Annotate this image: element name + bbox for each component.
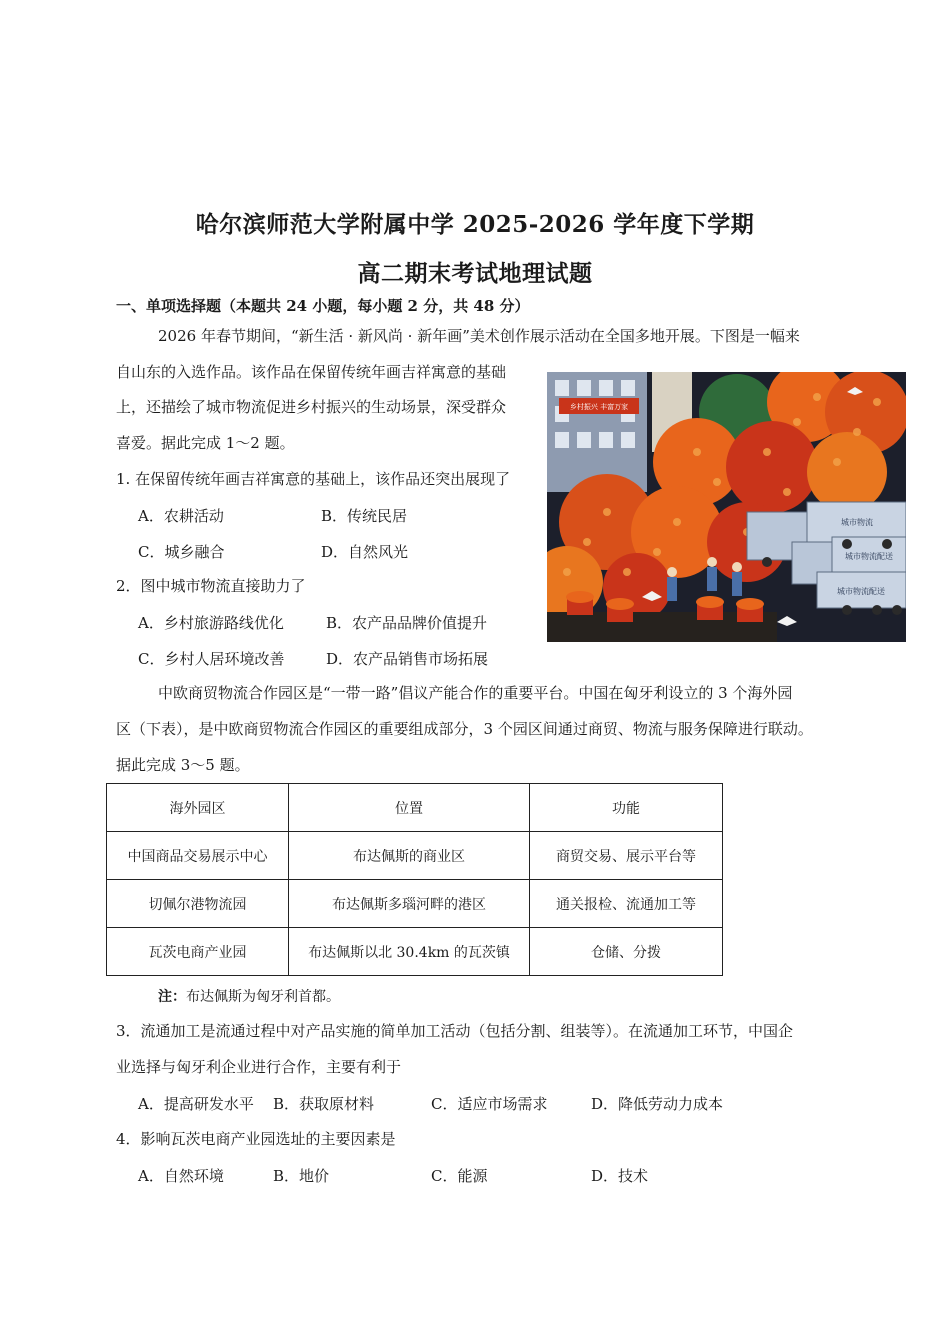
q4-option-b: B．地价 xyxy=(273,1167,330,1185)
table-header-cell: 功能 xyxy=(530,784,723,832)
q3-option-d: D．降低劳动力成本 xyxy=(591,1095,724,1113)
table-header-cell: 位置 xyxy=(289,784,530,832)
table-cell: 布达佩斯以北 30.4km 的瓦茨镇 xyxy=(289,928,530,976)
passage2-line3: 据此完成 3～5 题。 xyxy=(116,756,250,774)
table-cell: 布达佩斯的商业区 xyxy=(289,832,530,880)
q2-option-a: A．乡村旅游路线优化 xyxy=(138,614,284,632)
truck-label-1: 城市物流 xyxy=(841,518,873,527)
exam-title-line1: 哈尔滨师范大学附属中学 2025-2026 学年度下学期 xyxy=(195,211,755,238)
q1-option-a: A．农耕活动 xyxy=(138,507,224,525)
q2-option-d: D．农产品销售市场拓展 xyxy=(326,650,489,668)
q2-option-c: C．乡村人居环境改善 xyxy=(138,650,285,668)
table-cell: 仓储、分拨 xyxy=(530,928,723,976)
table-cell: 商贸交易、展示平台等 xyxy=(530,832,723,880)
q1-option-d: D．自然风光 xyxy=(321,543,409,561)
q4-option-c: C．能源 xyxy=(431,1167,488,1185)
q2-option-b: B．农产品品牌价值提升 xyxy=(326,614,488,632)
table-cell: 布达佩斯多瑙河畔的港区 xyxy=(289,880,530,928)
passage2-line1: 中欧商贸物流合作园区是“一带一路”倡议产能合作的重要平台。中国在匈牙利设立的 3 个海外园 xyxy=(158,684,793,702)
table-cell: 通关报检、流通加工等 xyxy=(530,880,723,928)
table-header-cell: 海外园区 xyxy=(107,784,289,832)
q2-stem: 2．图中城市物流直接助力了 xyxy=(116,577,306,595)
q4-stem: 4．影响瓦茨电商产业园选址的主要因素是 xyxy=(116,1130,396,1148)
q4-option-d: D．技术 xyxy=(591,1167,649,1185)
table-cell: 中国商品交易展示中心 xyxy=(107,832,289,880)
q3-option-a: A．提高研发水平 xyxy=(138,1095,254,1113)
table-row xyxy=(107,880,723,928)
truck-label-3: 城市物流配送 xyxy=(837,587,885,596)
truck-label-2: 城市物流配送 xyxy=(845,552,893,561)
passage1-line3: 上，还描绘了城市物流促进乡村振兴的生动场景，深受群众 xyxy=(116,398,507,416)
q1-stem: 1. 在保留传统年画吉祥寓意的基础上，该作品还突出展现了 xyxy=(116,470,511,488)
q3-stem-line2: 业选择与匈牙利企业进行合作，主要有利于 xyxy=(116,1058,402,1076)
table-note-label: 注： xyxy=(158,989,186,1005)
passage1-line4: 喜爱。据此完成 1～2 题。 xyxy=(116,434,295,452)
passage2-line2: 区（下表），是中欧商贸物流合作园区的重要组成部分，3 个园区间通过商贸、物流与服务保障进行联动。 xyxy=(116,720,813,738)
table-row xyxy=(107,928,723,976)
passage1-line2: 自山东的入选作品。该作品在保留传统年画吉祥寓意的基础 xyxy=(116,363,507,381)
table-note xyxy=(158,986,340,1006)
table-row xyxy=(107,832,723,880)
table-cell: 瓦茨电商产业园 xyxy=(107,928,289,976)
new-year-painting-image xyxy=(547,372,906,642)
q1-option-c: C．城乡融合 xyxy=(138,543,225,561)
table-note-text: 布达佩斯为匈牙利首都。 xyxy=(186,989,340,1005)
passage1-line1: 2026 年春节期间，“新生活 · 新风尚 · 新年画”美术创作展示活动在全国多地开展。下图是一幅来 xyxy=(158,327,800,345)
overseas-parks-table xyxy=(106,783,723,976)
q1-option-b: B．传统民居 xyxy=(321,507,408,525)
table-cell: 切佩尔港物流园 xyxy=(107,880,289,928)
q3-stem-line1: 3．流通加工是流通过程中对产品实施的简单加工活动（包括分割、组装等）。在流通加工环节，中国企 xyxy=(116,1022,794,1040)
painting-sign: 乡村振兴 丰富万家 xyxy=(569,403,629,411)
section-heading: 一、单项选择题（本题共 24 小题，每小题 2 分，共 48 分） xyxy=(116,297,530,315)
q3-option-b: B．获取原材料 xyxy=(273,1095,375,1113)
q3-option-c: C．适应市场需求 xyxy=(431,1095,548,1113)
q4-option-a: A．自然环境 xyxy=(138,1167,224,1185)
table-header-row xyxy=(107,784,723,832)
exam-title-line2: 高二期末考试地理试题 xyxy=(357,260,593,287)
